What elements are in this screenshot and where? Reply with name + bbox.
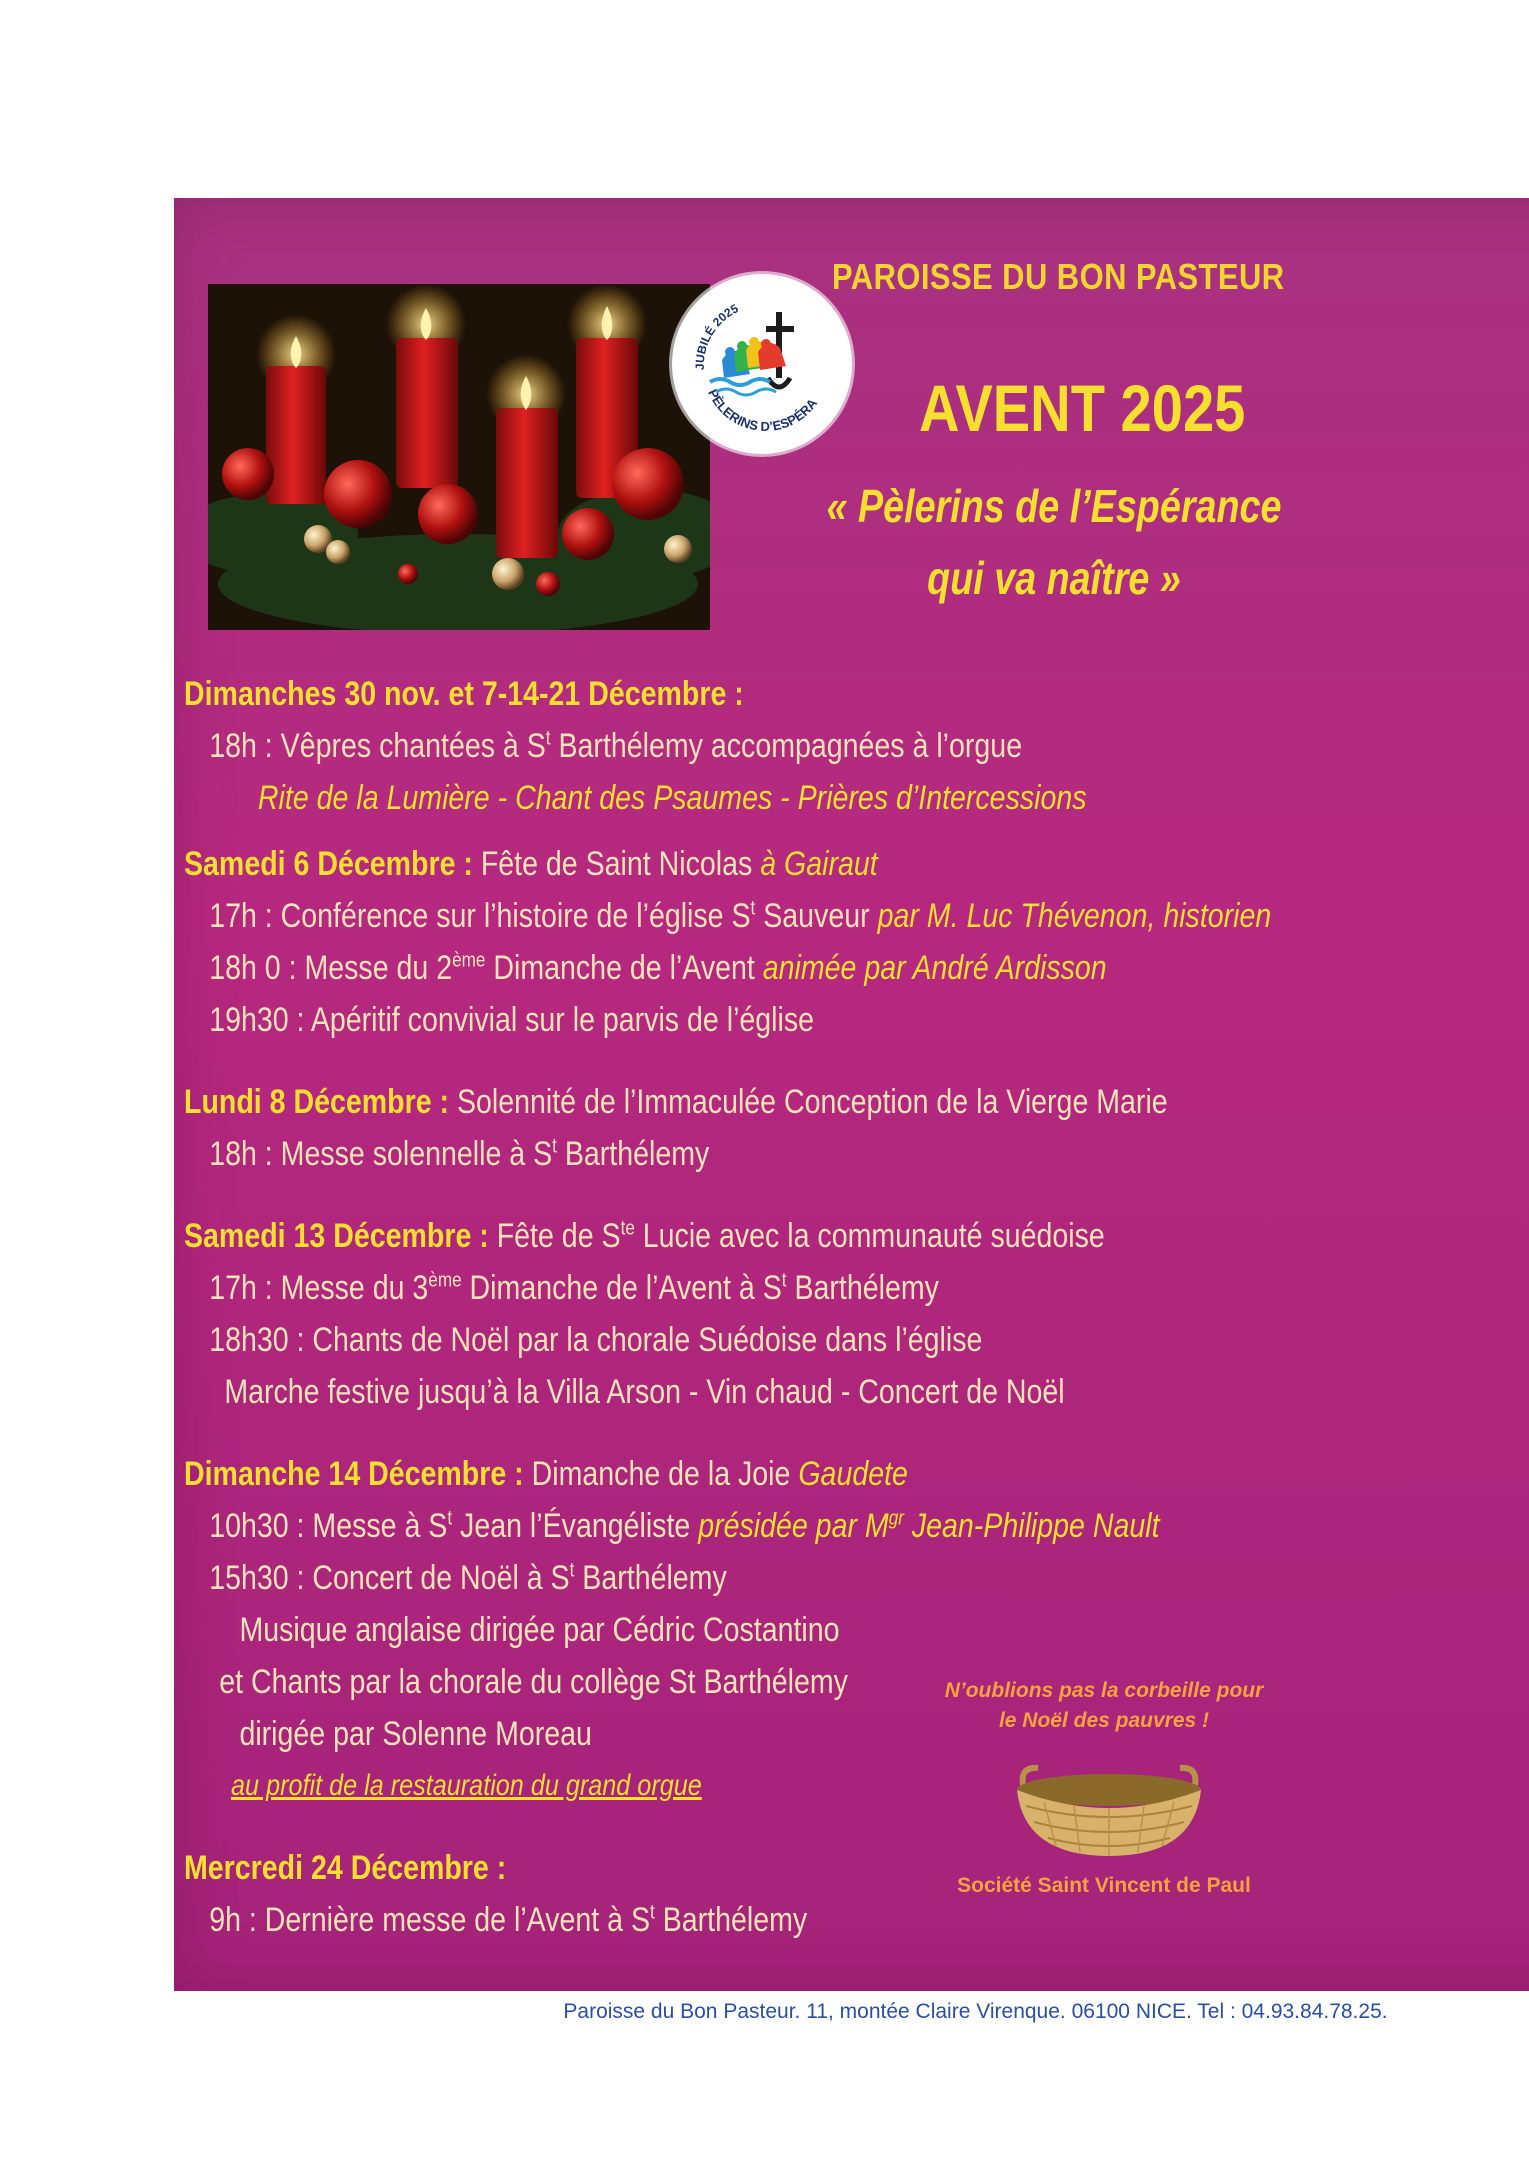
day-label: Samedi 13 Décembre : bbox=[184, 1217, 489, 1255]
schedule-item: Marche festive jusqu’à la Villa Arson - Vin chaud - Concert de Noël bbox=[224, 1373, 1065, 1411]
schedule-item: 15h30 : Concert de Noël à $S^t$ Barthélemy bbox=[209, 1559, 727, 1597]
schedule-item: 9h : Dernière messe de l’Avent à $S^t$ Barthélemy bbox=[209, 1901, 808, 1939]
basket-icon bbox=[1004, 1746, 1214, 1866]
schedule-item: Musique anglaise dirigée par Cédric Costantino bbox=[239, 1611, 840, 1649]
society-name: Société Saint Vincent de Paul bbox=[957, 1874, 1251, 1897]
subtitle-line-1: « Pèlerins de l’Espérance bbox=[826, 480, 1282, 532]
day-label: Dimanche 14 Décembre : bbox=[184, 1455, 524, 1493]
schedule-item: Rite de la Lumière - Chant des Psaumes - Prières d’Intercessions bbox=[257, 779, 1087, 817]
schedule-item-note: au profit de la restauration du grand orgue bbox=[231, 1769, 702, 1802]
wicker-basket-icon bbox=[1004, 1746, 1214, 1866]
poster-panel bbox=[174, 198, 1529, 1991]
schedule-item: 18h30 : Chants de Noël par la chorale Suédoise dans l’église bbox=[209, 1321, 983, 1359]
parish-name: PAROISSE DU BON PASTEUR bbox=[832, 256, 1285, 297]
schedule-item: 19h30 : Apéritif convivial sur le parvis de l’église bbox=[209, 1001, 815, 1039]
schedule-item: 10h30 : Messe à $S^t$ Jean l’Évangéliste présidée par $M^{gr}$ Jean-Philippe Nault bbox=[209, 1507, 1160, 1545]
page-subtitle bbox=[808, 470, 1300, 614]
schedule-day-heading: Dimanche 14 Décembre : Dimanche de la Joie Gaudete bbox=[184, 1455, 908, 1493]
schedule-item: 18h 0 : Messe du 2ème Dimanche de l’Avent animée par André Ardisson bbox=[209, 949, 1107, 987]
day-label: Dimanches 30 nov. et 7-14-21 Décembre : bbox=[184, 675, 744, 713]
subtitle-line-2: qui va naître » bbox=[927, 552, 1181, 604]
logo-ring-text: PÈLERINS D’ESPÉRA bbox=[705, 386, 821, 434]
jubilee-2025-logo bbox=[672, 274, 852, 454]
schedule-item: dirigée par Solenne Moreau bbox=[239, 1715, 592, 1753]
day-label: Samedi 6 Décembre : bbox=[184, 845, 473, 883]
schedule-block-dec6 bbox=[184, 838, 1318, 1046]
day-label: Lundi 8 Décembre : bbox=[184, 1083, 450, 1121]
candles-illustration bbox=[208, 284, 710, 630]
charity-line-2: le Noël des pauvres ! bbox=[998, 1709, 1210, 1732]
schedule-day-heading: Samedi 6 Décembre : Fête de Saint Nicolas à Gairaut bbox=[184, 845, 878, 883]
schedule-day-heading: Lundi 8 Décembre : Solennité de l’Immaculée Conception de la Vierge Marie bbox=[184, 1083, 1168, 1121]
schedule-day-heading bbox=[184, 668, 1318, 720]
schedule-item: 18h : Vêpres chantées à $S^t$ Barthélemy accompagnées à l’orgue bbox=[209, 727, 1023, 765]
schedule-block-dec13 bbox=[184, 1210, 1318, 1418]
schedule-day-heading: Samedi 13 Décembre : Fête de $S^{te}$ Lucie avec la communauté suédoise bbox=[184, 1217, 1105, 1255]
charity-note bbox=[884, 1676, 1324, 1736]
advent-candles-photo bbox=[208, 284, 710, 630]
schedule-block-sundays bbox=[184, 668, 1318, 824]
footer-address: Paroisse du Bon Pasteur. 11, montée Claire Virenque. 06100 NICE. Tel : 04.93.84.78.25. bbox=[563, 2000, 1388, 2023]
schedule-item: 17h : Conférence sur l’histoire de l’église $S^t$ Sauveur par M. Luc Thévenon, historien bbox=[209, 897, 1272, 935]
page-title: AVENT 2025 bbox=[919, 371, 1246, 445]
schedule-block-dec8 bbox=[184, 1076, 1318, 1180]
logo-top-text: JUBILÉ 2025 bbox=[692, 301, 741, 371]
schedule-item: 18h : Messe solennelle à $S^t$ Barthélemy bbox=[209, 1135, 710, 1173]
schedule-item: 17h : Messe du 3ème Dimanche de l’Avent à $S^t$ Barthélemy bbox=[209, 1269, 939, 1307]
charity-line-1: N’oublions pas la corbeille pour bbox=[944, 1679, 1264, 1702]
jubilee-emblem-icon bbox=[672, 274, 852, 454]
day-label: Mercredi 24 Décembre : bbox=[184, 1849, 507, 1887]
schedule-item: et Chants par la chorale du collège St Barthélemy bbox=[219, 1663, 848, 1701]
